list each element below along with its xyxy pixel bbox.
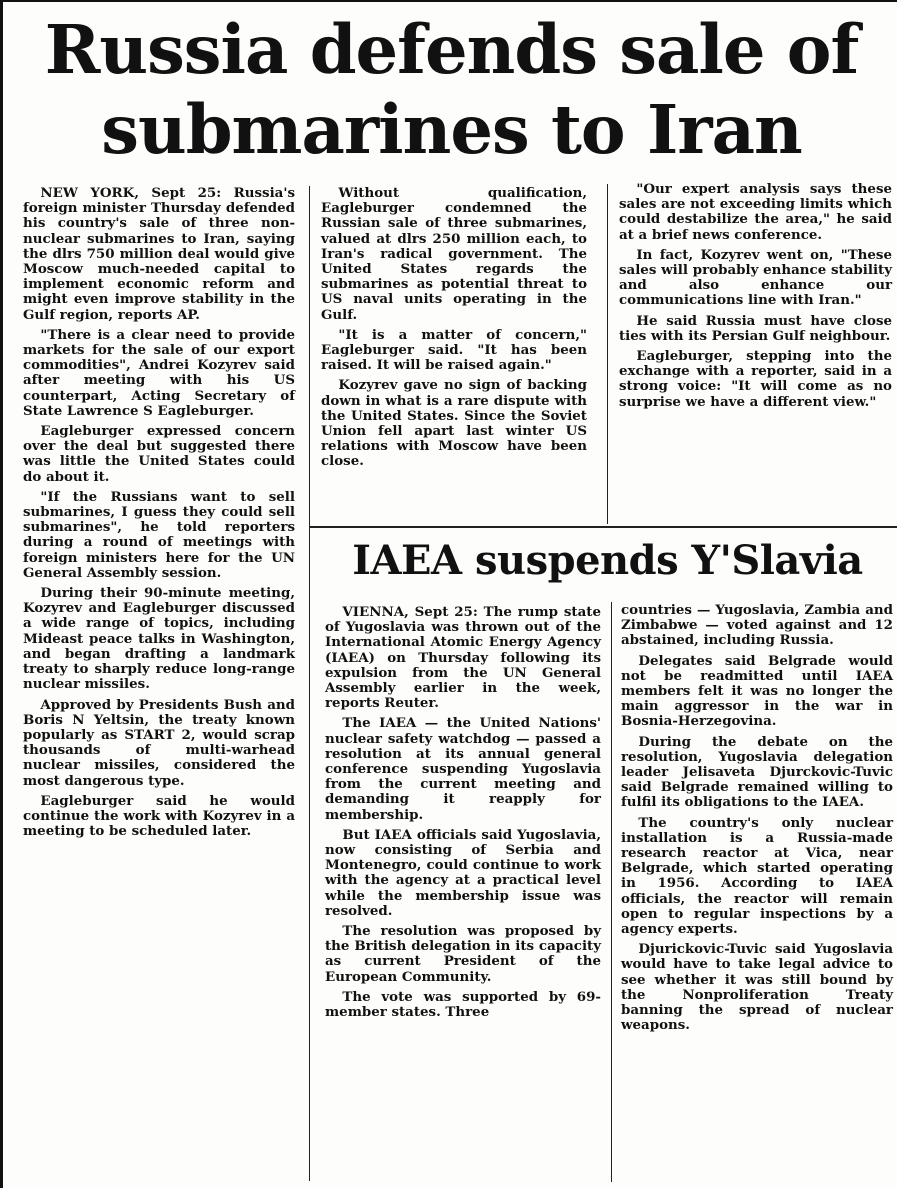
paragraph: Eagleburger expressed concern over the deal but suggested there was little the United States could do about it.	[23, 423, 295, 485]
column-rule	[611, 602, 612, 1182]
paragraph: During the debate on the resolution, Yugoslavia delegation leader Jelisaveta Djurckovic-Tuvic said Belgrade remained willing to fulfil its obligations to the IAEA.	[621, 733, 893, 811]
paragraph: The IAEA — the United Nations' nuclear safety watchdog — passed a resolution at its annual general conference suspending Yugoslavia from the current meeting and demanding it reapply for membership.	[325, 715, 601, 823]
paragraph: He said Russia must have close ties with its Persian Gulf neighbour.	[619, 312, 892, 344]
column-rule	[309, 186, 310, 1181]
paragraph	[325, 605, 601, 711]
paragraph: "There is a clear need to provide markets for the sale of our export commodities", Andrei Kozyrev said after meeting with his US counterpart, Acting Secretary of State Lawrence S Eagleburger.	[23, 326, 295, 419]
paragraph: The vote was supported by 69-member states. Three	[325, 988, 601, 1021]
paragraph: Kozyrev gave no sign of backing down in what is a rare dispute with the United States. Since the Soviet Union fell apart last winter US relations with Moscow have been close.	[321, 377, 587, 470]
paragraph: The country's only nuclear installation is a Russia-made research reactor at Vica, near Belgrade, which started operating in 1956. According to IAEA officials, the reactor will remain open to regular inspections by a agency experts.	[621, 814, 893, 938]
paragraph: "It is a matter of concern," Eagleburger said. "It has been raised. It will be raised again."	[321, 326, 587, 374]
main-article-column-3	[619, 182, 892, 415]
paragraph: "If the Russians want to sell submarines, I guess they could sell submarines", he told reporters during a round of meetings with foreign ministers here for the UN General Assembly session.	[23, 488, 295, 581]
paragraph: During their 90-minute meeting, Kozyrev and Eagleburger discussed a wide range of topics, including Mideast peace talks in Washington, and began drafting a landmark treaty to sharply reduce long-range nuclear missiles.	[23, 585, 295, 693]
paragraph: Eagleburger said he would continue the work with Kozyrev in a meeting to be scheduled later.	[23, 792, 295, 840]
dateline: VIENNA, Sept 25:	[342, 604, 478, 620]
dateline: NEW YORK, Sept 25:	[40, 185, 222, 201]
main-article-column-2	[321, 186, 587, 475]
paragraph: The resolution was proposed by the British delegation in its capacity as current President of the European Community.	[325, 923, 601, 985]
paragraph	[23, 186, 295, 323]
main-article-column-1	[23, 186, 295, 844]
second-article-column-1	[325, 605, 601, 1025]
paragraph: "Our expert analysis says these sales are not exceeding limits which could destabilize the area," he said at a brief news conference.	[619, 181, 892, 243]
main-headline: Russia defends sale of submarines to Iran	[44, 10, 859, 169]
column-rule	[607, 184, 608, 524]
paragraph: Approved by Presidents Bush and Boris N Yeltsin, the treaty known popularly as START 2, would scrap thousands of multi-warhead nuclear missiles, considered the most dangerous type.	[23, 696, 295, 789]
paragraph: Djurickovic-Tuvic said Yugoslavia would have to take legal advice to see whether it was still bound by the Nonproliferation Treaty banning the spread of nuclear weapons.	[621, 941, 893, 1034]
paragraph: Delegates said Belgrade would not be readmitted until IAEA members felt it was no longer the main aggressor in the war in Bosnia-Herzegovina.	[621, 652, 893, 730]
paragraph-text: Russia's foreign minister Thursday defended his country's sale of three non-nuclear submarines to Iran, saying the dlrs 750 million deal would give Moscow much-needed capital to implement economic reform and might even improve stability in the Gulf region, reports AP.	[23, 185, 295, 323]
paragraph: countries — Yugoslavia, Zambia and Zimbabwe — voted against and 12 abstained, including Russia.	[621, 602, 893, 649]
article-divider	[309, 526, 897, 528]
paragraph: In fact, Kozyrev went on, "These sales will probably enhance stability and also enhance our communications line with Iran."	[619, 246, 892, 309]
second-article-column-2	[621, 603, 893, 1038]
paragraph-text: The rump state of Yugoslavia was thrown out of the International Atomic Energy Agency (IAEA) on Thursday following its expulsion from the UN General Assembly earlier in the week, reports Reuter.	[325, 604, 601, 712]
second-headline: IAEA suspends Y'Slavia	[352, 537, 863, 584]
paragraph: But IAEA officials said Yugoslavia, now consisting of Serbia and Montenegro, could continue to work with the agency at a practical level while the membership issue was resolved.	[325, 826, 601, 919]
paragraph: Without qualification, Eagleburger condemned the Russian sale of three submarines, valued at dlrs 250 million each, to Iran's radical government. The United States regards the submarines as potential threat to US naval units operating in the Gulf.	[321, 185, 587, 323]
paragraph: Eagleburger, stepping into the exchange with a reporter, said in a strong voice: "It will come as no surprise we have a different view."	[619, 348, 892, 410]
